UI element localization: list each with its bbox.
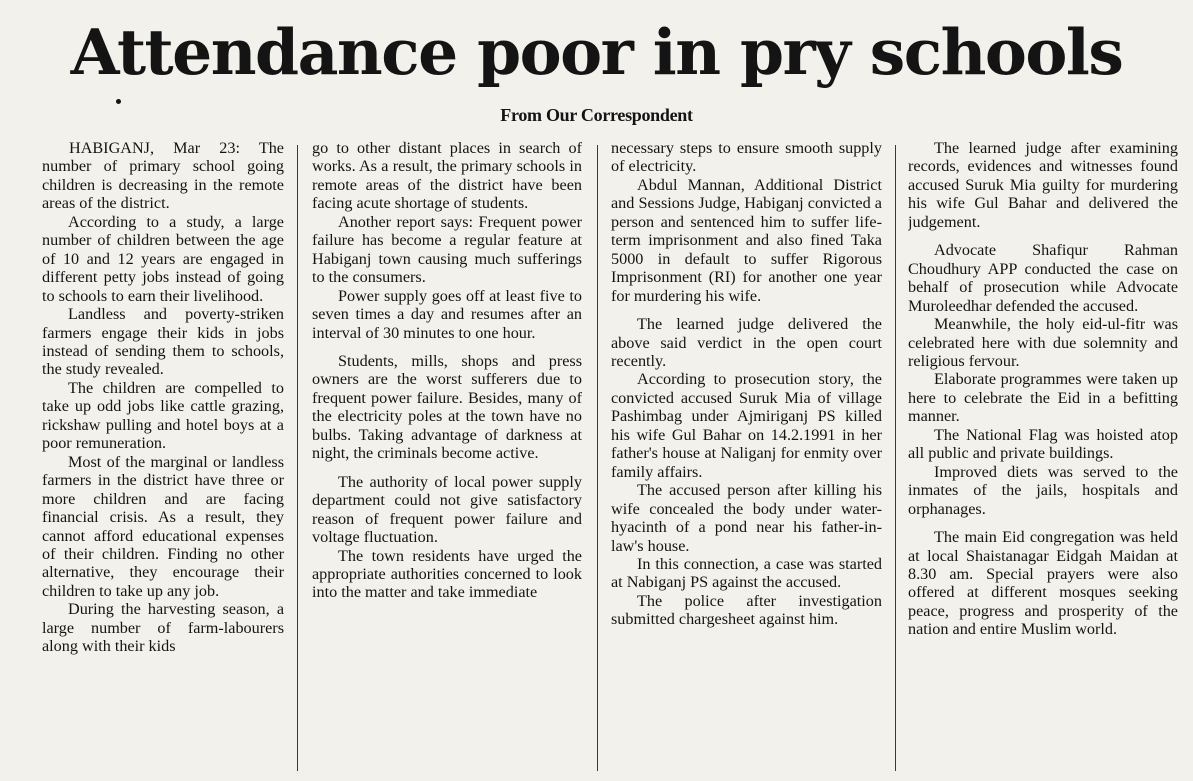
paragraph: Meanwhile, the holy eid-ul-fitr was celebrated here with due solemnity and religious fervour.: [908, 315, 1178, 370]
paragraph: The learned judge delivered the above said verdict in the open court recently.: [611, 315, 882, 370]
paragraph: The accused person after killing his wife concealed the body under water-hyacinth of a pond near his father-in-law's house.: [611, 481, 882, 555]
paragraph: In this connection, a case was started at Nabiganj PS against the accused.: [611, 554, 882, 592]
column-divider: [297, 145, 298, 771]
paragraph: go to other distant places in search of works. As a result, the primary schools in remote areas of the district have been facing acute shortage of students.: [312, 139, 582, 213]
paragraph: During the harvesting season, a large number of farm-labourers along with their kids: [42, 600, 284, 656]
paragraph: The children are compelled to take up odd jobs like cattle grazing, rickshaw pulling and hotel boys at a poor remuneration.: [42, 378, 284, 453]
article-body: [0, 139, 1193, 775]
paragraph: The town residents have urged the appropriate authorities concerned to look into the matter and take immediate: [312, 546, 582, 602]
paragraph: Improved diets was served to the inmates of the jails, hospitals and orphanages.: [908, 462, 1178, 518]
paragraph: Advocate Shafiqur Rahman Choudhury APP conducted the case on behalf of prosecution while Advocate Muroleedhar defended the accused.: [908, 241, 1178, 315]
paragraph: According to prosecution story, the convicted accused Suruk Mia of village Pashimbag under Ajmiriganj PS killed his wife Gul Bahar on 14.2.1991 in her father's house at Naliganj for enmity over family affairs.: [611, 370, 882, 481]
paragraph: Another report says: Frequent power failure has become a regular feature at Habiganj town causing much sufferings to the consumers.: [312, 212, 582, 287]
paragraph: The police after investigation submitted chargesheet against him.: [611, 591, 882, 629]
column-divider: [597, 145, 598, 771]
paragraph: necessary steps to ensure smooth supply of electricity.: [611, 139, 882, 176]
article-column-4: [908, 139, 1178, 775]
article-column-3: [611, 139, 882, 775]
paragraph: Abdul Mannan, Additional District and Sessions Judge, Habiganj convicted a person and sentenced him to suffer life-term imprisonment and also fined Taka 5000 in default to suffer Rigorous Imprisonment (RI) for another one year for murdering his wife.: [611, 175, 882, 305]
paragraph: The main Eid congregation was held at local Shaistanagar Eidgah Maidan at 8.30 am. Special prayers were also offered at different mosques seeking peace, progress and prosperity of the nation and entire Muslim world.: [908, 528, 1178, 639]
paragraph: The authority of local power supply department could not give satisfactory reason of frequent power failure and voltage fluctuation.: [312, 472, 582, 547]
paragraph: The learned judge after examining records, evidences and witnesses found accused Suruk Mia guilty for murdering his wife Gul Bahar and delivered the judgement.: [908, 139, 1178, 231]
column-divider: [895, 145, 896, 771]
paragraph: The National Flag was hoisted atop all public and private buildings.: [908, 425, 1178, 463]
paragraph: Power supply goes off at least five to seven times a day and resumes after an interval of 30 minutes to one hour.: [312, 286, 582, 342]
article-column-1: [42, 139, 284, 775]
article-column-2: [312, 139, 582, 775]
paragraph: Elaborate programmes were taken up here to celebrate the Eid in a befitting manner.: [908, 370, 1178, 426]
paragraph: According to a study, a large number of children between the age of 10 and 12 years are engaged in different petty jobs instead of going to schools to earn their livelihood.: [42, 212, 284, 305]
paragraph: Most of the marginal or landless farmers in the district have three or more children and are facing financial crisis. As a result, they cannot afford educational expenses of their children. Finding no other alternative, they encourage their children to take up any job.: [42, 452, 284, 600]
paragraph: Landless and poverty-striken farmers engage their kids in jobs instead of sending them to schools, the study revealed.: [42, 305, 284, 379]
article-headline: Attendance poor in pry schools: [70, 15, 1123, 89]
paragraph: Students, mills, shops and press owners are the worst sufferers due to frequent power failure. Besides, many of the electricity poles at the town have no bulbs. Taking advantage of darkness at night, the criminals become active.: [312, 351, 582, 463]
paragraph: HABIGANJ, Mar 23: The number of primary school going children is decreasing in the remote areas of the district.: [42, 139, 284, 213]
article-byline: From Our Correspondent: [500, 105, 693, 125]
